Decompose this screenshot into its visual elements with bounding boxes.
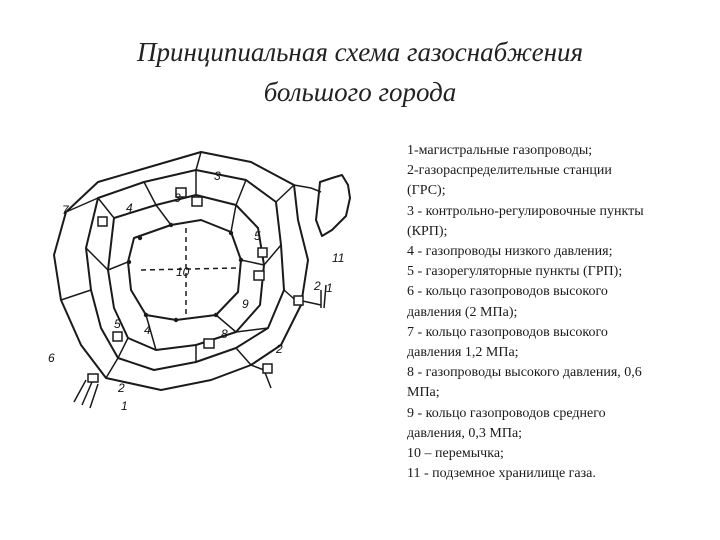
legend-line: 4 - газопроводы низкого давления;: [407, 244, 613, 260]
legend-line: 3 - контрольно-регулировочные пункты: [407, 203, 644, 219]
legend-list: [407, 141, 707, 484]
legend-line: (КРП);: [407, 223, 448, 239]
station-grp-left: [113, 332, 122, 341]
pipe-to-storage: [294, 185, 321, 192]
label-9: 9: [242, 297, 249, 311]
main-pipeline-bottom: [74, 380, 98, 408]
legend-line: 7 - кольцо газопроводов высокого: [407, 324, 608, 340]
label-2-bottom: 2: [118, 381, 125, 395]
station-grs-right: [294, 296, 303, 305]
legend-line: 10 – перемычка;: [407, 446, 504, 462]
label-10: 10: [176, 265, 190, 279]
label-4-left: 4: [126, 201, 133, 215]
station-grs-bottom: [88, 374, 98, 382]
label-1-right: 1: [326, 281, 333, 295]
storage-11-blob: [316, 175, 350, 236]
station-krp-mid: [192, 197, 202, 206]
station-grp-mid: [258, 248, 267, 257]
label-11: 11: [332, 251, 345, 265]
label-2-lower-right: 2: [276, 342, 283, 356]
gas-supply-scheme-diagram: [36, 140, 381, 425]
legend-line: 2-газораспределительные станции: [407, 163, 612, 179]
label-4-bottom: 4: [144, 323, 151, 337]
legend-line: МПа;: [407, 385, 440, 401]
label-2-right: 2: [314, 279, 321, 293]
slide-title: [0, 32, 720, 112]
label-7: 7: [62, 203, 69, 217]
station-grs-lower-right: [263, 364, 272, 373]
legend-line: 6 - кольцо газопроводов высокого: [407, 284, 608, 300]
legend-line: 1-магистральные газопроводы;: [407, 143, 593, 158]
legend-line: 8 - газопроводы высокого давления, 0,6: [407, 365, 642, 381]
station-krp-left: [98, 217, 107, 226]
station-grp-bottom: [204, 339, 214, 348]
label-3-mid: 3: [174, 191, 181, 205]
title-line-1: Принципиальная схема газоснабжения: [136, 37, 584, 67]
legend-line: 5 - газорегуляторные пункты (ГРП);: [407, 264, 623, 280]
label-1-bottom: 1: [121, 399, 128, 413]
legend-line: давления, 0,3 МПа;: [407, 425, 523, 441]
legend-line: давления (2 МПа);: [407, 304, 518, 320]
legend-line: 9 - кольцо газопроводов среднего: [407, 405, 606, 421]
legend-line: 11 - подземное хранилище газа.: [407, 466, 596, 482]
label-6: 6: [48, 351, 55, 365]
label-3-top: 3: [214, 169, 221, 183]
title-line-2: большого города: [263, 77, 457, 107]
legend-line: давления 1,2 МПа;: [407, 345, 519, 361]
label-5-left: 5: [114, 317, 121, 331]
station-grp-right: [254, 271, 264, 280]
legend-line: (ГРС);: [407, 183, 446, 199]
label-8: 8: [221, 327, 228, 341]
label-5-right: 5: [254, 229, 261, 243]
